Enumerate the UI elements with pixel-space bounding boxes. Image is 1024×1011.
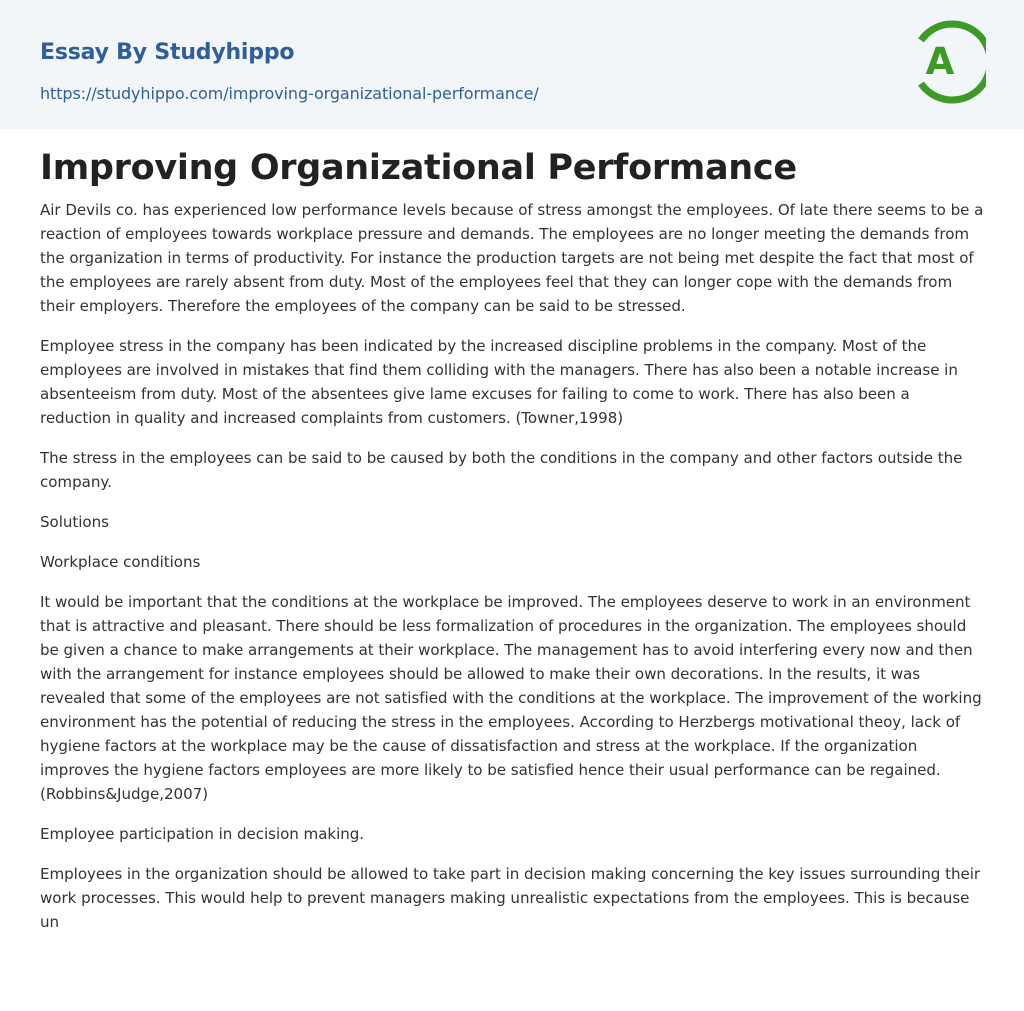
logo-letter: A [925, 40, 955, 83]
article-body [40, 144, 984, 950]
paragraph: Employee stress in the company has been indicated by the increased discipline problems in the company. Most of the employees are involved in mistakes that find them colliding with the managers. There has also been a notable increase in absenteeism from duty. Most of the absentees give lame excuses for failing to come to work. There has also been a reduction in quality and increased complaints from customers. (Towner,1998) [40, 337, 958, 427]
section-heading-solutions: Solutions [40, 513, 109, 531]
paragraph: The stress in the employees can be said to be caused by both the conditions in the company and other factors outside the company. [40, 449, 963, 491]
studyhippo-a-logo-icon[interactable] [912, 19, 986, 105]
page-title: Improving Organizational Performance [40, 148, 797, 188]
section-heading-employee-participation: Employee participation in decision making. [40, 825, 365, 843]
article-url-link[interactable]: https://studyhippo.com/improving-organizational-performance/ [40, 84, 539, 103]
section-heading-workplace-conditions: Workplace conditions [40, 553, 201, 571]
brand-title[interactable]: Essay By Studyhippo [40, 40, 295, 65]
paragraph: It would be important that the conditions at the workplace be improved. The employees deserve to work in an environment that is attractive and pleasant. There should be less formalization of procedures in the organization. The employees should be given a chance to make arrangements at their workplace. The management has to avoid interfering every now and then with the arrangement for instance employees should be allowed to make their own decorations. In the results, it was revealed that some of the employees are not satisfied with the conditions at the workplace. The improvement of the working environment has the potential of reducing the stress in the employees. According to Herzbergs motivational theoy, lack of hygiene factors at the workplace may be the cause of dissatisfaction and stress at the workplace. If the organization improves the hygiene factors employees are more likely to be satisfied hence their usual performance can be regained. (Robbins&Judge,2007) [40, 593, 982, 803]
paragraph: Employees in the organization should be allowed to take part in decision making concerning the key issues surrounding their work processes. This would help to prevent managers making unrealistic expectations from the employees. This is because un [40, 865, 981, 931]
paragraph: Air Devils co. has experienced low performance levels because of stress amongst the employees. Of late there seems to be a reaction of employees towards workplace pressure and demands. The employees are no longer meeting the demands from the organization in terms of productivity. For instance the production targets are not being met despite the fact that most of the employees are rarely absent from duty. Most of the employees feel that they can longer cope with the demands from their employers. Therefore the employees of the company can be said to be stressed. [40, 201, 984, 315]
site-header [0, 0, 1024, 129]
